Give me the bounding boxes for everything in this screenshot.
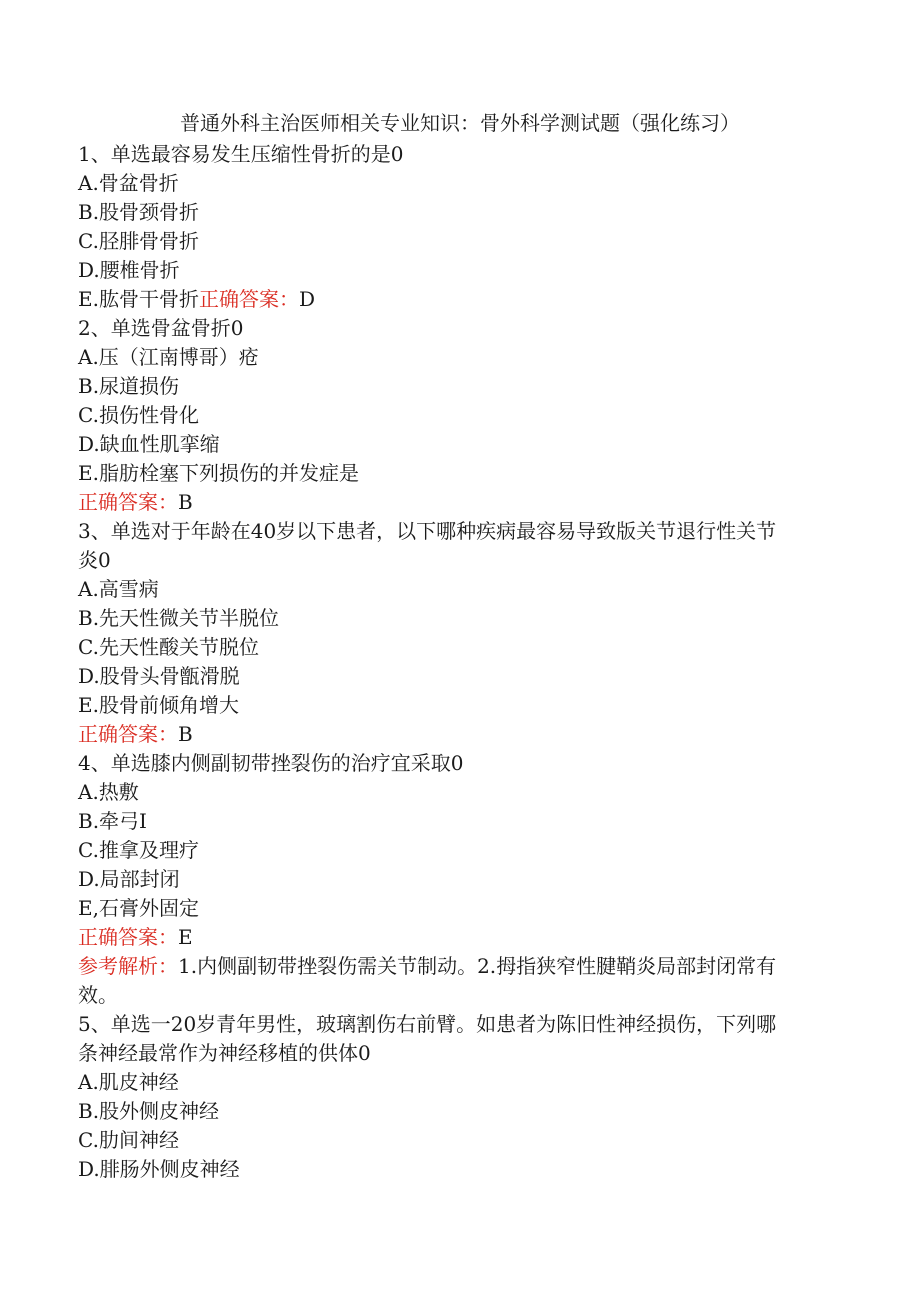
question-3-option-c: C.先天性酸关节脱位 <box>78 635 259 659</box>
question-2-option-b: B.尿道损伤 <box>78 374 180 398</box>
question-1-answer-label: 正确答案： <box>198 287 299 311</box>
question-list <box>78 140 838 1184</box>
question-2-option-d: D.缺血性肌挛缩 <box>78 432 220 456</box>
question-3-option-b: B.先天性微关节半脱位 <box>78 606 280 630</box>
question-3-option-e: E.股骨前倾角增大 <box>78 693 239 717</box>
question-5-option-c: C.肋间神经 <box>78 1128 179 1152</box>
question-1-option-b: B.股骨颈骨折 <box>78 200 200 224</box>
question-4-option-b: B.牵弓I <box>78 809 147 833</box>
question-5-stem-line-1: 5、单选一20岁青年男性，玻璃割伤右前臂。如患者为陈旧性神经损伤，下列哪 <box>78 1012 777 1036</box>
question-4-stem: 4、单选膝内侧副韧带挫裂伤的治疗宜采取0 <box>78 751 464 775</box>
question-1-option-a: A.骨盆骨折 <box>78 171 179 195</box>
question-4-answer-row <box>78 923 838 952</box>
question-2-answer-row <box>78 488 838 517</box>
question-2-answer-label: 正确答案： <box>78 490 178 514</box>
question-4-option-d: D.局部封闭 <box>78 867 180 891</box>
question-4-answer-label: 正确答案： <box>78 925 178 949</box>
question-1-answer: D <box>298 287 316 311</box>
question-3-stem-line-1: 3、单选对于年龄在40岁以下患者，以下哪种疾病最容易导致版关节退行性关节 <box>78 519 777 543</box>
question-3-option-a: A.高雪病 <box>78 577 159 601</box>
question-1-option-d: D.腰椎骨折 <box>78 258 180 282</box>
question-3-answer: B <box>178 722 193 746</box>
question-1-option-c: C.胫腓骨骨折 <box>78 229 199 253</box>
question-2-answer: B <box>178 490 193 514</box>
question-5-option-b: B.股外侧皮神经 <box>78 1099 220 1123</box>
question-3-option-d: D.股骨头骨甑滑脱 <box>78 664 240 688</box>
question-4-explanation-line-1 <box>78 952 838 981</box>
question-4-answer: E <box>178 925 193 949</box>
question-1-stem: 1、单选最容易发生压缩性骨折的是0 <box>78 142 404 166</box>
question-4-option-a: A.热敷 <box>78 780 139 804</box>
question-5-stem-line-2: 条神经最常作为神经移植的供体0 <box>78 1041 371 1065</box>
question-1-option-e-with-answer <box>78 285 838 314</box>
question-1-option-e: E.肱骨干骨折 <box>78 287 199 311</box>
question-2-stem: 2、单选骨盆骨折0 <box>78 316 244 340</box>
question-4-explanation-label: 参考解析： <box>78 954 178 978</box>
question-4-explanation-line-2: 效。 <box>78 983 118 1007</box>
question-4-option-e: E,石膏外固定 <box>78 896 199 920</box>
question-5-option-d: D.腓肠外侧皮神经 <box>78 1157 240 1181</box>
question-3-stem-line-2: 炎0 <box>78 548 111 572</box>
page-title: 普通外科主治医师相关专业知识：骨外科学测试题（强化练习） <box>180 111 740 135</box>
question-2-option-a: A.压（江南博哥）疮 <box>78 345 259 369</box>
question-4-explanation-text: 1.内侧副韧带挫裂伤需关节制动。2.拇指狭窄性腱鞘炎局部封闭常有 <box>178 954 777 978</box>
question-3-answer-label: 正确答案： <box>78 722 178 746</box>
question-2-option-c: C.损伤性骨化 <box>78 403 199 427</box>
question-5-option-a: A.肌皮神经 <box>78 1070 179 1094</box>
question-2-option-e: E.脂肪栓塞下列损伤的并发症是 <box>78 461 359 485</box>
question-3-answer-row <box>78 720 838 749</box>
question-4-option-c: C.推拿及理疗 <box>78 838 199 862</box>
